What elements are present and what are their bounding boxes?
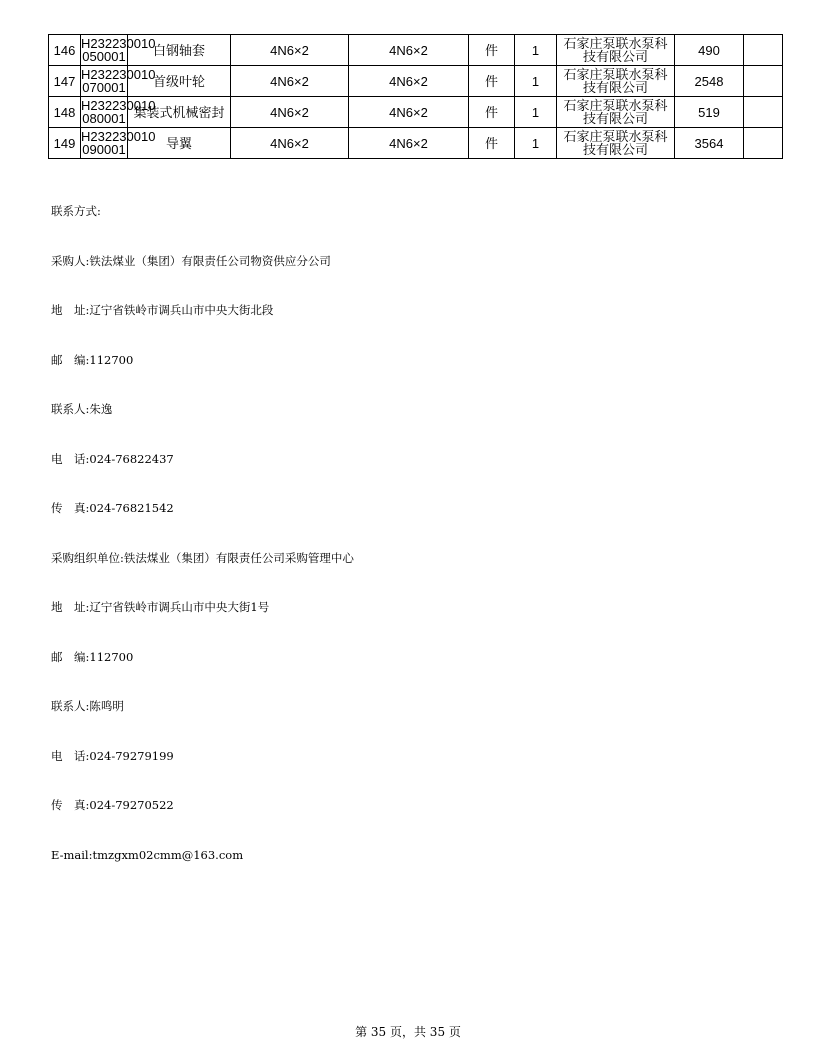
contact-heading: 联系方式: xyxy=(51,204,101,218)
unit-cell: 件 xyxy=(469,35,515,66)
buyer-phone-line: 电 话:024-76822437 xyxy=(51,451,174,466)
table-row xyxy=(49,35,783,66)
org-fax-line: 传 真:024-79270522 xyxy=(51,798,174,812)
spec-cell: 4N6×2 xyxy=(231,128,349,159)
table-row xyxy=(49,66,783,97)
vendor-cell: 石家庄泵联水泵科 技有限公司 xyxy=(557,35,675,66)
email-line: E-mail:tmzgxm02cmm@163.com xyxy=(51,847,244,862)
org-address-line: 地 址:辽宁省铁岭市调兵山市中央大街1号 xyxy=(51,600,270,614)
material-name: 首级叶轮 xyxy=(128,66,231,97)
model-cell: 4N6×2 xyxy=(349,97,469,128)
unit-cell: 件 xyxy=(469,128,515,159)
material-code: H232230010 050001 xyxy=(81,36,156,64)
org-phone-line: 电 话:024-79279199 xyxy=(51,748,174,763)
material-name: 白钢轴套 xyxy=(128,35,231,66)
vendor-cell: 石家庄泵联水泵科 技有限公司 xyxy=(557,128,675,159)
material-name: 集装式机械密封 xyxy=(128,97,231,128)
quantity-cell: 1 xyxy=(515,128,557,159)
page-footer: 第 35 页，共 35 页 xyxy=(355,1025,461,1039)
quantity-cell: 1 xyxy=(515,35,557,66)
row-number: 148 xyxy=(49,97,81,128)
spec-cell: 4N6×2 xyxy=(231,66,349,97)
price-cell: 3564 xyxy=(675,128,744,159)
contact-info xyxy=(51,170,354,896)
vendor-cell: 石家庄泵联水泵科 技有限公司 xyxy=(557,66,675,97)
row-number: 149 xyxy=(49,128,81,159)
unit-cell: 件 xyxy=(469,66,515,97)
quantity-cell: 1 xyxy=(515,97,557,128)
buyer-fax-line: 传 真:024-76821542 xyxy=(51,501,174,515)
org-postcode-line: 邮 编:112700 xyxy=(51,649,134,664)
model-cell: 4N6×2 xyxy=(349,66,469,97)
remark-cell xyxy=(744,66,783,97)
buyer-contact-line: 联系人:朱逸 xyxy=(51,402,113,416)
buyer-postcode-line: 邮 编:112700 xyxy=(51,352,134,367)
model-cell: 4N6×2 xyxy=(349,35,469,66)
price-cell: 2548 xyxy=(675,66,744,97)
model-cell: 4N6×2 xyxy=(349,128,469,159)
material-code: H232230010 070001 xyxy=(81,67,156,95)
org-line: 采购组织单位:铁法煤业（集团）有限责任公司采购管理中心 xyxy=(51,550,354,565)
material-code: H232230010 090001 xyxy=(81,129,156,157)
quantity-cell: 1 xyxy=(515,66,557,97)
vendor-cell: 石家庄泵联水泵科 技有限公司 xyxy=(557,97,675,128)
price-cell: 490 xyxy=(675,35,744,66)
org-contact-line: 联系人:陈鸣明 xyxy=(51,699,124,713)
remark-cell xyxy=(744,97,783,128)
org-name: 铁法煤业（集团）有限责任公司采购管理中心 xyxy=(123,550,354,565)
material-name: 导翼 xyxy=(128,128,231,159)
buyer-line: 采购人:铁法煤业（集团）有限责任公司物资供应分公司 xyxy=(51,253,331,268)
spec-cell: 4N6×2 xyxy=(231,35,349,66)
buyer-address-line: 地 址:辽宁省铁岭市调兵山市中央大街北段 xyxy=(51,303,274,317)
items-table xyxy=(48,34,783,159)
price-cell: 519 xyxy=(675,97,744,128)
unit-cell: 件 xyxy=(469,97,515,128)
material-code: H232230010 080001 xyxy=(81,98,156,126)
table-row xyxy=(49,97,783,128)
table-row xyxy=(49,128,783,159)
remark-cell xyxy=(744,35,783,66)
row-number: 147 xyxy=(49,66,81,97)
spec-cell: 4N6×2 xyxy=(231,97,349,128)
email-link[interactable]: tmzgxm02cmm@163.com xyxy=(92,847,244,862)
items-table-body xyxy=(49,35,783,159)
remark-cell xyxy=(744,128,783,159)
buyer-name: 铁法煤业（集团）有限责任公司物资供应分公司 xyxy=(89,253,331,268)
row-number: 146 xyxy=(49,35,81,66)
